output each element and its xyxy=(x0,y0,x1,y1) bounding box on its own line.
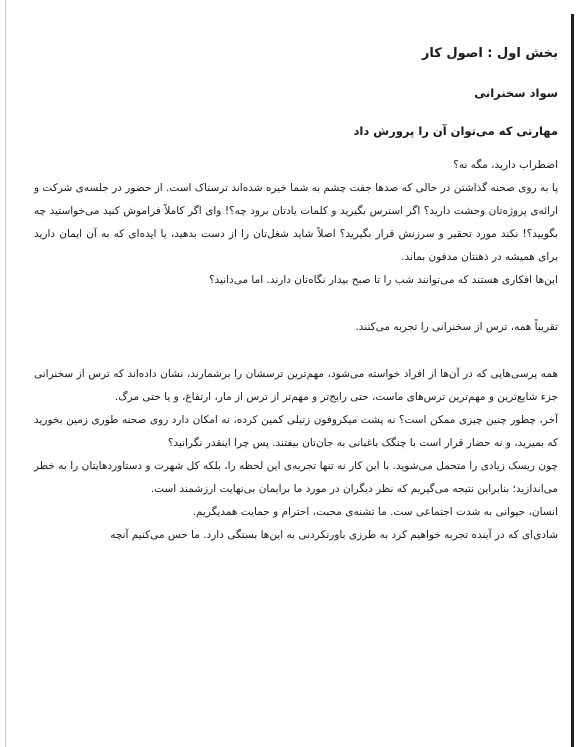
page-left-border xyxy=(5,0,6,747)
paragraph: همه پرسی‌هایی که در آن‌ها از افراد خواسته می‌شود، مهم‌ترین ترسشان را برشمارند، نشان داده‌اند که ترس از سخنرانی جزء شایع‌ترین و مهم‌ترین ترس‌های ماست، حتی رایج‌تر و مهم‌تر از ترس از مار، ارتفاع، و یا حتی مرگ. xyxy=(34,368,558,403)
paragraph: انسان، حیوانی به شدت اجتماعی ست. ما تشنه‌ی محبت، احترام و حمایت همدیگریم. xyxy=(192,506,558,518)
document-content xyxy=(34,34,558,547)
paragraph: تقریباً همه، ترس از سخنرانی را تجربه می‌کنند. xyxy=(355,321,558,333)
paragraph: این‌ها افکاری هستند که می‌توانند شب را تا صبح بیدار نگاه‌تان دارند. اما می‌دانید؟ xyxy=(208,274,558,286)
paragraph: چون ریسک زیادی را متحمل می‌شوید. با این کار نه تنها تجربه‌ی این لحظه را، بلکه کل شهرت و دستاوردهایتان را به خطر می‌اندازید؛ بنابراین نتیجه می‌گیریم که نظر دیگران در مورد ما برایمان بی‌نهایت ارزشمند است. xyxy=(34,460,558,495)
paragraph: شادی‌ای که در آینده تجربه خواهیم کرد به طرزی باورنکردنی به این‌ها بستگی دارد. ما حس می‌کنیم آنچه xyxy=(110,529,558,541)
paragraph: آخر، چطور چنین چیزی ممکن است؟ نه پشت میکروفون زتیلی کمین کرده، نه امکان دارد روی صحنه طوری زمین بخورید که بمیرید، و نه حضار قرار است با چنگک باغبانی به جان‌تان بیفتند. پس چرا اینقدر نگرانید؟ xyxy=(34,414,558,449)
section-title: بخش اول : اصول کار xyxy=(421,46,558,61)
heading: مهارتی که می‌توان آن را پرورش داد xyxy=(353,124,558,138)
paragraph: اضطراب دارید، مگه نه؟ xyxy=(453,159,558,171)
paragraph: پا به روی صحنه گذاشتن در حالی که صدها جفت چشم به شما خیره شده‌اند ترسناک است. از حضور در جلسه‌ی شرکت و ارائه‌ی پروژه‌تان وحشت دارید؟ اگر استرس بگیرید و کلمات یادتان برود چه؟! وای اگر کاملاً فراموش کنید می‌خواستید چه بگویید؟! نکند مورد تحقیر و سرزنش قرار بگیرید؟ اصلاً شاید شغل‌تان را از دست بدهید، یا ایده‌ای که به آن ایمان دارید برای همیشه در ذهنتان مدفون بماند. xyxy=(34,182,558,263)
subtitle: سواد سخنرانی xyxy=(474,86,558,100)
page-right-border xyxy=(571,14,574,747)
